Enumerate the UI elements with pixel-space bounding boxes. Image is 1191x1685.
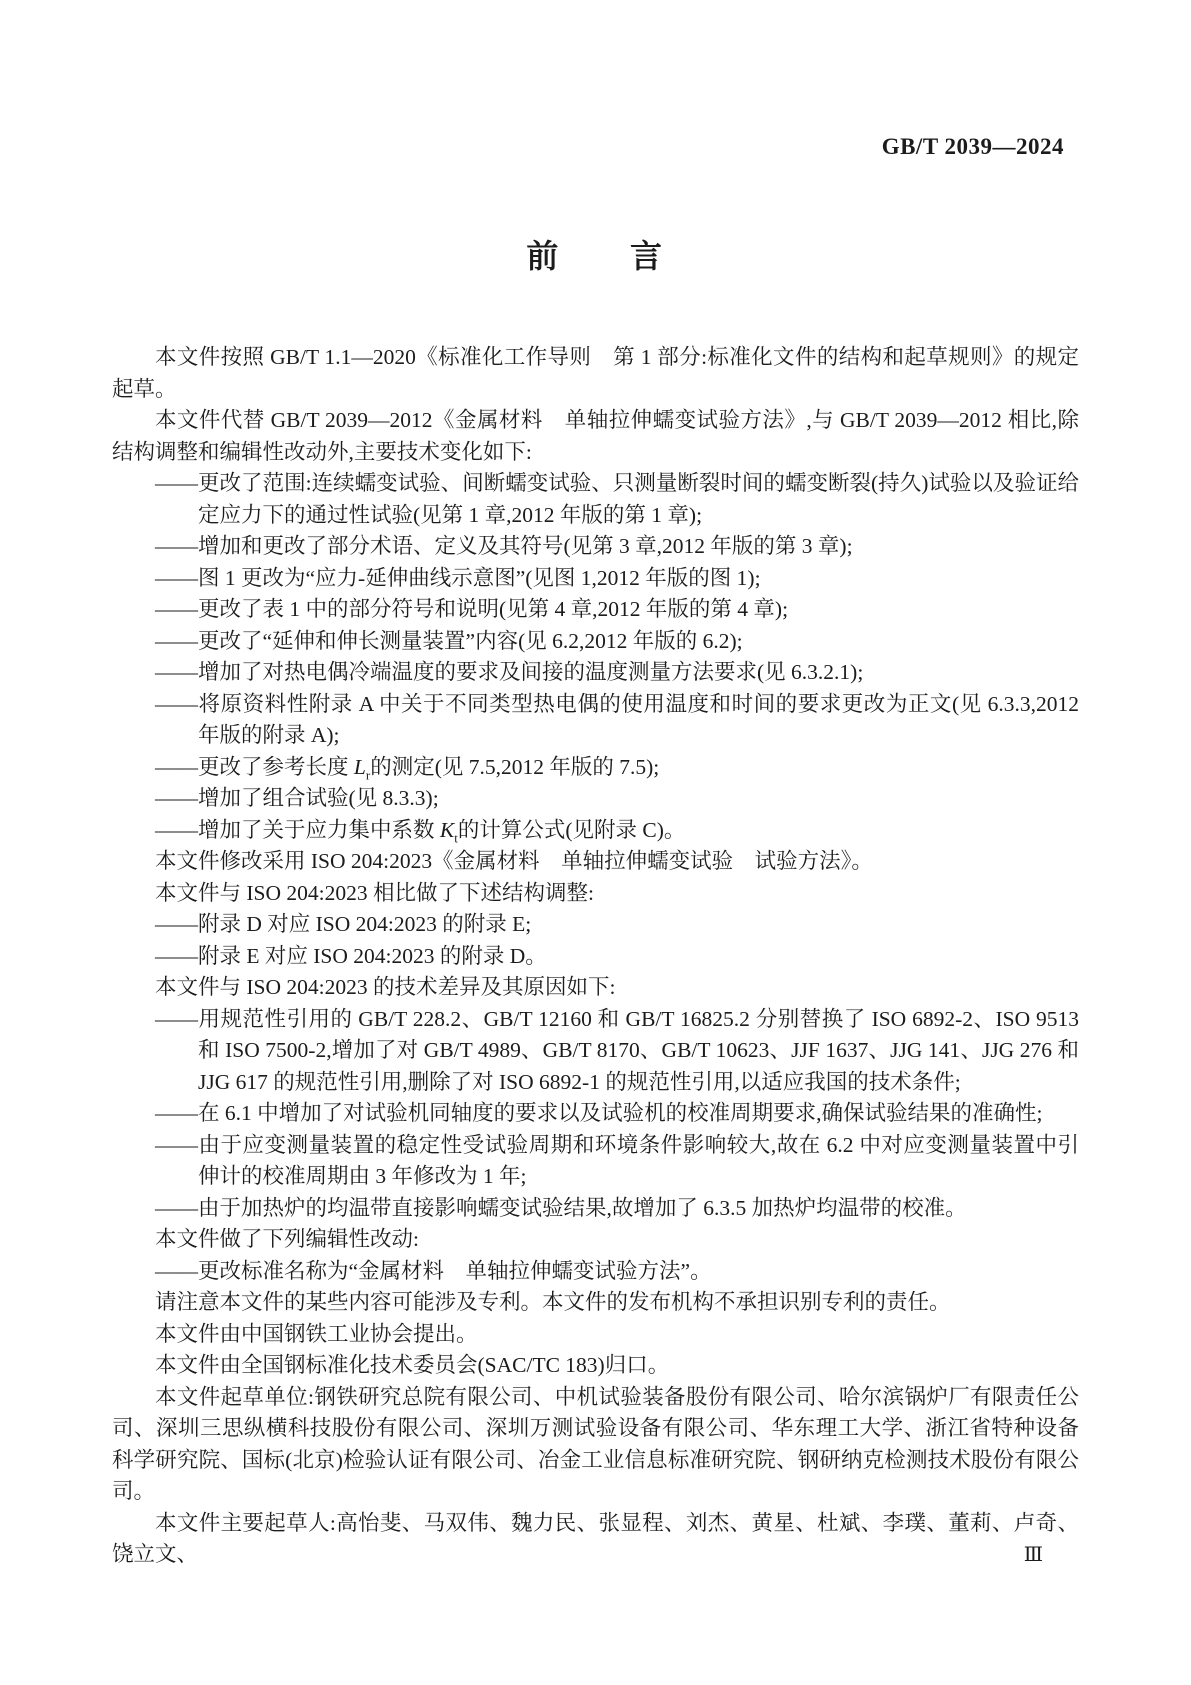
change-item-text: ——更改了参考长度 — [155, 754, 354, 779]
change-item — [112, 594, 1079, 626]
change-item-text: ——更改了范围:连续蠕变试验、间断蠕变试验、只测量断裂时间的蠕变断裂(持久)试验以及验证给定应力下的通过性试验(见第 1 章,2012 年版的第 1 章); — [155, 471, 1079, 527]
structure-item-text: ——附录 D 对应 ISO 204:2023 的附录 E; — [155, 912, 532, 936]
paragraph-structure-intro: 本文件与 ISO 204:2023 相比做了下述结构调整: — [155, 880, 594, 905]
paragraph-centralized-by: 本文件由全国钢标准化技术委员会(SAC/TC 183)归口。 — [155, 1353, 670, 1377]
tech-diff-item — [112, 1098, 1079, 1130]
change-item-text: ——增加了组合试验(见 8.3.3); — [155, 786, 439, 810]
editorial-changes-list — [112, 1256, 1079, 1288]
symbol-reference-length-Lr — [353, 754, 371, 782]
editorial-item-text: ——更改标准名称为“金属材料 单轴拉伸蠕变试验方法”。 — [155, 1258, 712, 1283]
paragraph-editorial-intro: 本文件做了下列编辑性改动: — [155, 1227, 419, 1251]
tech-diff-item — [112, 1130, 1079, 1193]
change-item-text: ——增加和更改了部分术语、定义及其符号(见第 3 章,2012 年版的第 3 章); — [155, 534, 853, 558]
change-item — [112, 815, 1079, 847]
change-item — [112, 626, 1079, 658]
tech-diff-item-text: ——用规范性引用的 GB/T 228.2、GB/T 12160 和 GB/T 16825.2 分别替换了 ISO 6892-2、ISO 9513 和 ISO 7500-2,增加了对 GB/T 4989、GB/T 8170、GB/T 10623、JJF 1637、JJG 141、JJG 276 和 JJG 617 的规范性引用,删除了对 ISO 6892-1 的规范性引用,以适应我国的技术条件; — [155, 1006, 1079, 1094]
paragraph-drafting-basis: 本文件按照 GB/T 1.1—2020《标准化工作导则 第 1 部分:标准化文件的结构和起草规则》的规定起草。 — [112, 345, 1079, 401]
foreword-body — [112, 342, 1079, 1571]
change-item-text: 的测定(见 7.5,2012 年版的 7.5); — [370, 754, 660, 779]
paragraph-drafting-organizations: 本文件起草单位:钢铁研究总院有限公司、中机试验装备股份有限公司、哈尔滨锅炉厂有限责任公司、深圳三思纵横科技股份有限公司、深圳万测试验设备有限公司、华东理工大学、浙江省特种设备科学研究院、国标(北京)检验认证有限公司、冶金工业信息标准研究院、钢研纳克检测技术股份有限公司。 — [112, 1384, 1079, 1503]
structure-adjustments-list — [112, 909, 1079, 972]
change-item-text: ——图 1 更改为“应力-延伸曲线示意图”(见图 1,2012 年版的图 1); — [155, 565, 761, 590]
paragraph-tech-diff-intro: 本文件与 ISO 204:2023 的技术差异及其原因如下: — [155, 975, 616, 999]
symbol-subscript: t — [454, 829, 458, 845]
change-item — [112, 531, 1079, 563]
change-item-text: ——增加了对热电偶冷端温度的要求及间接的温度测量方法要求(见 6.3.2.1); — [155, 660, 864, 684]
change-item-text: 的计算公式(见附录 C)。 — [457, 817, 686, 842]
tech-diff-item-text: ——由于加热炉的均温带直接影响蠕变试验结果,故增加了 6.3.5 加热炉均温带的校准。 — [155, 1195, 967, 1220]
symbol-stress-concentration-Kt — [439, 817, 458, 845]
symbol-main: L — [353, 754, 366, 779]
change-item-text: ——更改了“延伸和伸长测量装置”内容(见 6.2,2012 年版的 6.2); — [155, 628, 743, 653]
paragraph-iso-adoption: 本文件修改采用 ISO 204:2023《金属材料 单轴拉伸蠕变试验 试验方法》。 — [155, 849, 873, 873]
tech-diff-item — [112, 1193, 1079, 1225]
tech-diff-item-text: ——在 6.1 中增加了对试验机同轴度的要求以及试验机的校准周期要求,确保试验结果的准确性; — [155, 1101, 1043, 1125]
symbol-subscript: r — [365, 766, 371, 782]
paragraph-replacement: 本文件代替 GB/T 2039—2012《金属材料 单轴拉伸蠕变试验方法》,与 GB/T 2039—2012 相比,除结构调整和编辑性改动外,主要技术变化如下: — [112, 408, 1079, 464]
paragraph-proposed-by: 本文件由中国钢铁工业协会提出。 — [155, 1321, 478, 1346]
technical-changes-list — [112, 468, 1079, 846]
page-number: Ⅲ — [1023, 1544, 1043, 1566]
change-item-text: ——更改了表 1 中的部分符号和说明(见第 4 章,2012 年版的第 4 章); — [155, 597, 789, 621]
paragraph-main-drafters: 本文件主要起草人:高怡斐、马双伟、魏力民、张显程、刘杰、黄星、杜斌、李璞、董莉、卢奇、饶立文、 — [112, 1510, 1079, 1566]
standard-code-header: GB/T 2039—2024 — [881, 134, 1064, 159]
symbol-main: K — [439, 817, 455, 842]
paragraph-patent-note: 请注意本文件的某些内容可能涉及专利。本文件的发布机构不承担识别专利的责任。 — [155, 1290, 951, 1314]
change-item — [112, 657, 1079, 689]
change-item — [112, 689, 1079, 752]
change-item-text: ——增加了关于应力集中系数 — [155, 817, 440, 842]
structure-item — [112, 909, 1079, 941]
foreword-title: 前 言 — [526, 238, 665, 274]
tech-diff-item-text: ——由于应变测量装置的稳定性受试验周期和环境条件影响较大,故在 6.2 中对应变测量装置中引伸计的校准周期由 3 年修改为 1 年; — [155, 1132, 1079, 1188]
technical-differences-list — [112, 1004, 1079, 1225]
structure-item-text: ——附录 E 对应 ISO 204:2023 的附录 D。 — [155, 943, 547, 968]
foreword-content — [112, 228, 1079, 1571]
tech-diff-item — [112, 1004, 1079, 1099]
change-item — [112, 563, 1079, 595]
change-item — [112, 752, 1079, 784]
change-item — [112, 783, 1079, 815]
editorial-item — [112, 1256, 1079, 1288]
change-item-text: ——将原资料性附录 A 中关于不同类型热电偶的使用温度和时间的要求更改为正文(见 6.3.3,2012 年版的附录 A); — [155, 691, 1079, 747]
structure-item — [112, 941, 1079, 973]
change-item — [112, 468, 1079, 531]
